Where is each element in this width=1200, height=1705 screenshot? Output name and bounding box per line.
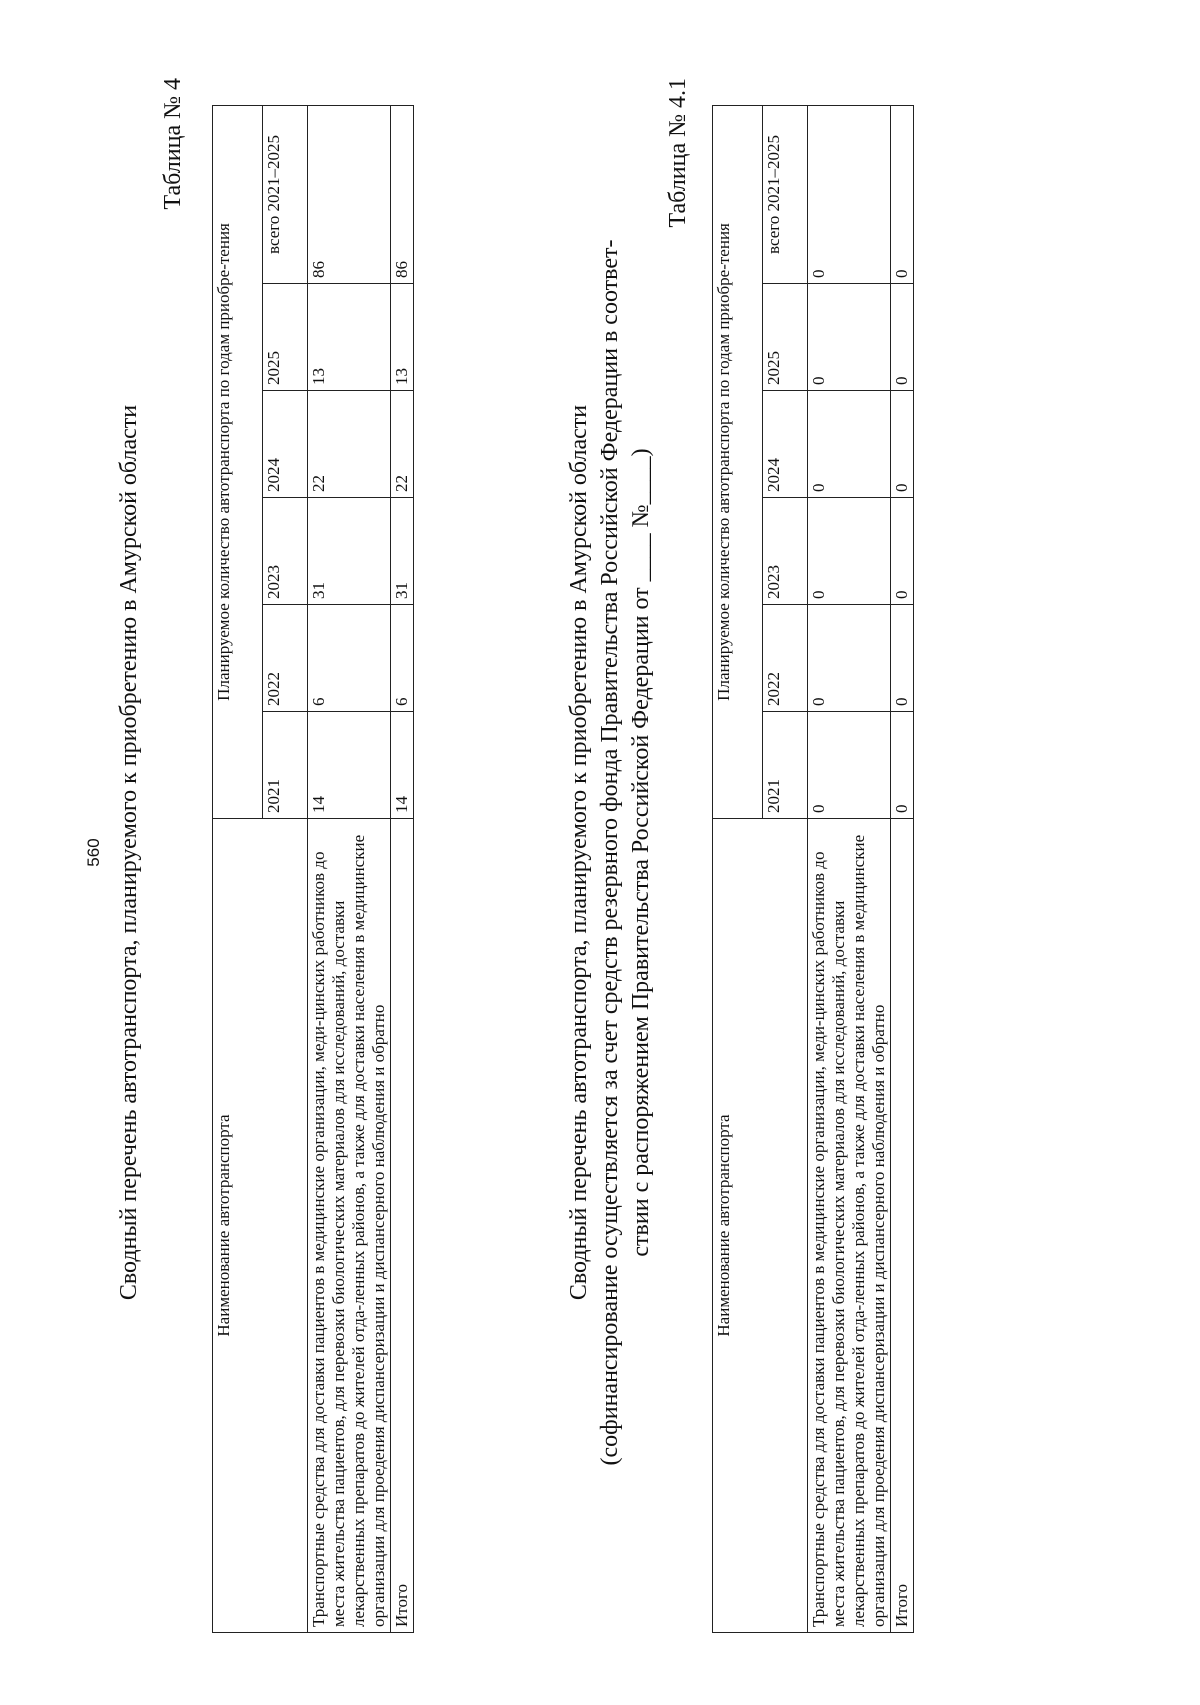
cell-value: 0 [808,105,891,283]
total-value: 22 [391,391,414,498]
header-year: 2025 [763,284,808,391]
total-value: 0 [891,498,914,605]
header-year: 2025 [263,284,308,391]
total-label: Итого [891,819,914,1633]
total-value: 13 [391,284,414,391]
cell-value: 0 [808,391,891,498]
cell-value: 0 [808,284,891,391]
header-year: 2024 [763,391,808,498]
total-value: 0 [891,712,914,819]
table-row [808,105,891,1632]
table-4-1-number: Таблица № 4.1 [665,78,691,228]
header-year: 2022 [263,605,308,712]
header-planned-quantity: Планируемое количество автотранспорта по годам приобре-тения [713,105,763,818]
total-value: 0 [891,284,914,391]
cell-value: 14 [308,712,391,819]
header-total: всего 2021–2025 [263,105,308,283]
cell-value: 6 [308,605,391,712]
header-planned-quantity: Планируемое количество автотранспорта по годам приобре-тения [213,105,263,818]
cell-value: 31 [308,498,391,605]
table-4-1-title-line-2: (софинансирование осуществляется за счет средств резервного фонда Правительства Российской Федерации в соответ- [597,239,623,1466]
header-total: всего 2021–2025 [763,105,808,283]
table-4-1-title-line-1: Сводный перечень автотранспорта, планируемого к приобретению в Амурской области [566,404,592,1301]
header-name: Наименование автотранспорта [713,819,808,1633]
page-number: 560 [84,838,103,867]
table-4-number: Таблица № 4 [160,78,186,210]
total-label: Итого [391,819,414,1633]
header-name: Наименование автотранспорта [213,819,308,1633]
cell-value: 86 [308,105,391,283]
total-value: 6 [391,605,414,712]
header-year: 2021 [263,712,308,819]
header-year: 2021 [763,712,808,819]
row-name: Транспортные средства для доставки пациентов в медицинские организации, меди-цинских работников до места жительства пациентов, для перевозки биологических материалов для исследований, доставки лекарственных препаратов до жителей отда-ленных районов, а также для доставки населения в медицинские организации для проедения диспансеризации и диспансерного наблюдения и обратно [808,819,891,1633]
header-year: 2022 [763,605,808,712]
row-name: Транспортные средства для доставки пациентов в медицинские организации, меди-цинских работников до места жительства пациентов, для перевозки биологических материалов для исследований, доставки лекарственных препаратов до жителей отда-ленных районов, а также для доставки населения в медицинские организации для проедения диспансеризации и диспансерного наблюдения и обратно [308,819,391,1633]
total-value: 14 [391,712,414,819]
cell-value: 13 [308,284,391,391]
total-value: 0 [891,391,914,498]
table-4 [212,105,414,1633]
header-year: 2023 [263,498,308,605]
cell-value: 0 [808,605,891,712]
total-row [891,105,914,1632]
header-year: 2023 [763,498,808,605]
header-year: 2024 [263,391,308,498]
total-row [391,105,414,1632]
total-value: 86 [391,105,414,283]
table-row [308,105,391,1632]
table-4-title: Сводный перечень автотранспорта, планируемого к приобретению в Амурской области [116,404,142,1301]
total-value: 31 [391,498,414,605]
total-value: 0 [891,605,914,712]
cell-value: 22 [308,391,391,498]
table-4-1-title-line-3: ствии с распоряжением Правительства Российской Федерации от ____ №____) [628,448,654,1257]
cell-value: 0 [808,712,891,819]
cell-value: 0 [808,498,891,605]
table-4-1 [712,105,914,1633]
total-value: 0 [891,105,914,283]
